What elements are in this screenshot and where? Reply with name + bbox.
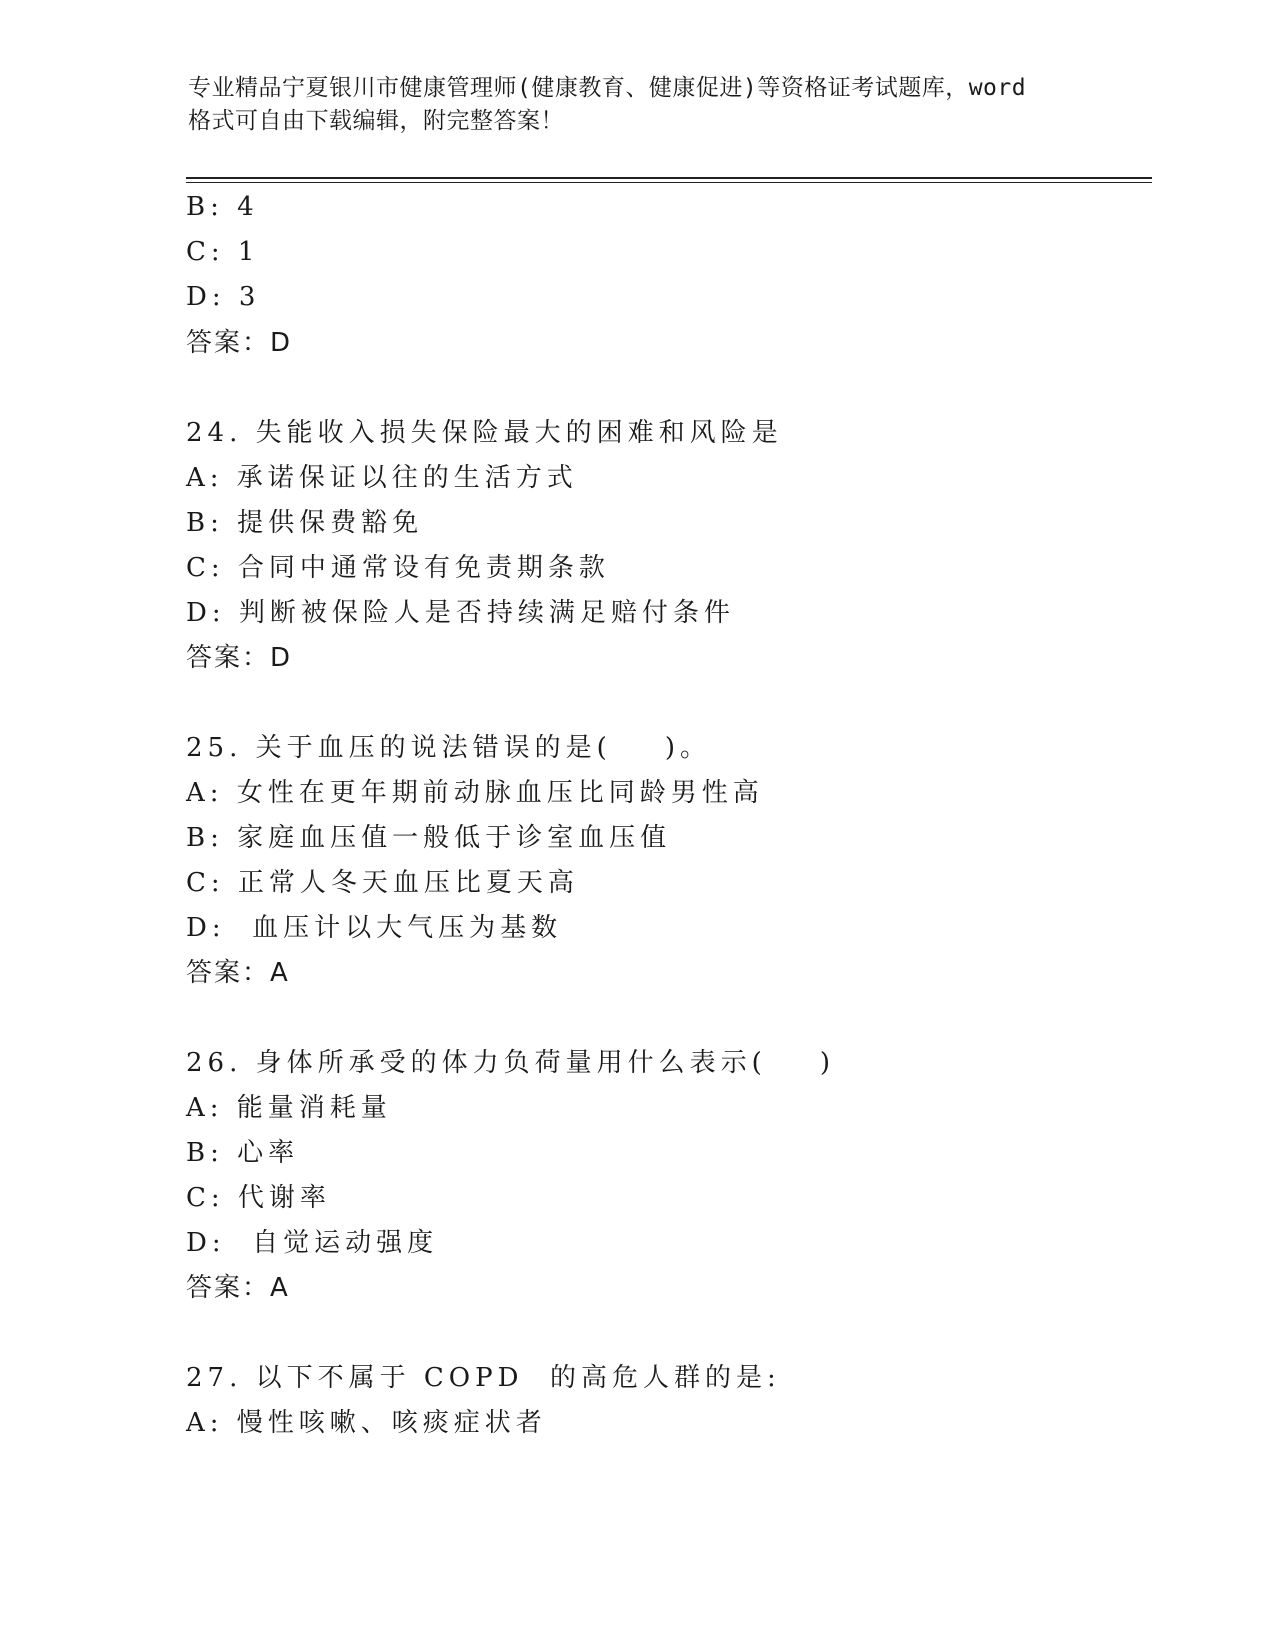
option-d: D: 血压计以大气压为基数 bbox=[186, 913, 563, 943]
option-b: B: 家庭血压值一般低于诊室血压值 bbox=[186, 823, 672, 853]
option-c: C: 代谢率 bbox=[186, 1183, 331, 1213]
question-stem: 27. 以下不属于 COPD 的高危人群的是: bbox=[186, 1363, 781, 1393]
answer: 答案：A bbox=[186, 1273, 290, 1303]
header-line-1: 专业精品宁夏银川市健康管理师(健康教育、健康促进)等资格证考试题库，word bbox=[188, 75, 1027, 101]
option-b: B: 提供保费豁免 bbox=[186, 508, 424, 538]
header-line-2: 格式可自由下载编辑，附完整答案！ bbox=[188, 108, 564, 134]
question-stem: 26. 身体所承受的体力负荷量用什么表示( ) bbox=[186, 1048, 835, 1078]
answer: 答案：A bbox=[186, 958, 290, 988]
answer: 答案：D bbox=[186, 643, 293, 673]
option-a: A: 女性在更年期前动脉血压比同龄男性高 bbox=[186, 778, 764, 808]
document-header bbox=[188, 72, 1068, 138]
header-divider-thick bbox=[186, 177, 1152, 179]
answer: 答案：D bbox=[186, 328, 293, 358]
option-c: C: 正常人冬天血压比夏天高 bbox=[186, 868, 579, 898]
option-a: A: 慢性咳嗽、咳痰症状者 bbox=[186, 1408, 547, 1438]
option-c: C: 1 bbox=[186, 237, 260, 267]
option-a: A: 承诺保证以往的生活方式 bbox=[186, 463, 578, 493]
option-d: D: 自觉运动强度 bbox=[186, 1228, 439, 1258]
option-d: D: 判断被保险人是否持续满足赔付条件 bbox=[186, 598, 735, 628]
option-d: D: 3 bbox=[186, 282, 261, 312]
header-divider-thin bbox=[186, 182, 1152, 183]
question-stem: 24. 失能收入损失保险最大的困难和风险是 bbox=[186, 418, 783, 448]
option-a: A: 能量消耗量 bbox=[186, 1093, 392, 1123]
question-stem: 25. 关于血压的说法错误的是( )。 bbox=[186, 733, 711, 763]
option-c: C: 合同中通常设有免责期条款 bbox=[186, 553, 610, 583]
option-b: B: 心率 bbox=[186, 1138, 300, 1168]
option-b: B: 4 bbox=[186, 192, 259, 222]
